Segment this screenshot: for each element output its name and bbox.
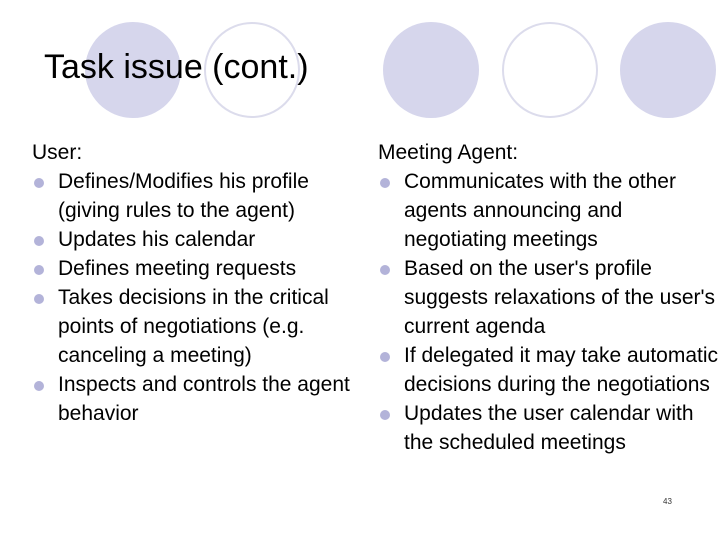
list-item: Defines meeting requests: [32, 254, 362, 283]
bullet-icon: [34, 294, 44, 304]
bullet-icon: [380, 178, 390, 188]
bullet-icon: [34, 381, 44, 391]
slide-title: Task issue (cont.): [44, 48, 309, 86]
list-item: Takes decisions in the critical points of negotiations (e.g. canceling a meeting): [32, 283, 362, 370]
list-item: Defines/Modifies his profile (giving rules to the agent): [32, 167, 362, 225]
page-number: 43: [663, 497, 672, 506]
list-item: Updates his calendar: [32, 225, 362, 254]
bullet-icon: [380, 410, 390, 420]
decorative-circle: [620, 22, 716, 118]
bullet-icon: [380, 352, 390, 362]
user-heading: User:: [32, 141, 83, 164]
list-item: Inspects and controls the agent behavior: [32, 370, 362, 428]
list-item: If delegated it may take automatic decisions during the negotiations: [378, 341, 718, 399]
bullet-icon: [34, 178, 44, 188]
bullet-icon: [380, 265, 390, 275]
list-item: Updates the user calendar with the scheduled meetings: [378, 399, 718, 457]
agent-heading: Meeting Agent:: [378, 141, 519, 164]
list-item: Communicates with the other agents announcing and negotiating meetings: [378, 167, 718, 254]
agent-column: [378, 138, 718, 457]
bullet-icon: [34, 265, 44, 275]
user-column: [32, 138, 362, 428]
user-list: [32, 167, 362, 428]
decorative-circle: [502, 22, 598, 118]
list-item: Based on the user's profile suggests relaxations of the user's current agenda: [378, 254, 718, 341]
bullet-icon: [34, 236, 44, 246]
agent-list: [378, 167, 718, 457]
decorative-circle: [383, 22, 479, 118]
